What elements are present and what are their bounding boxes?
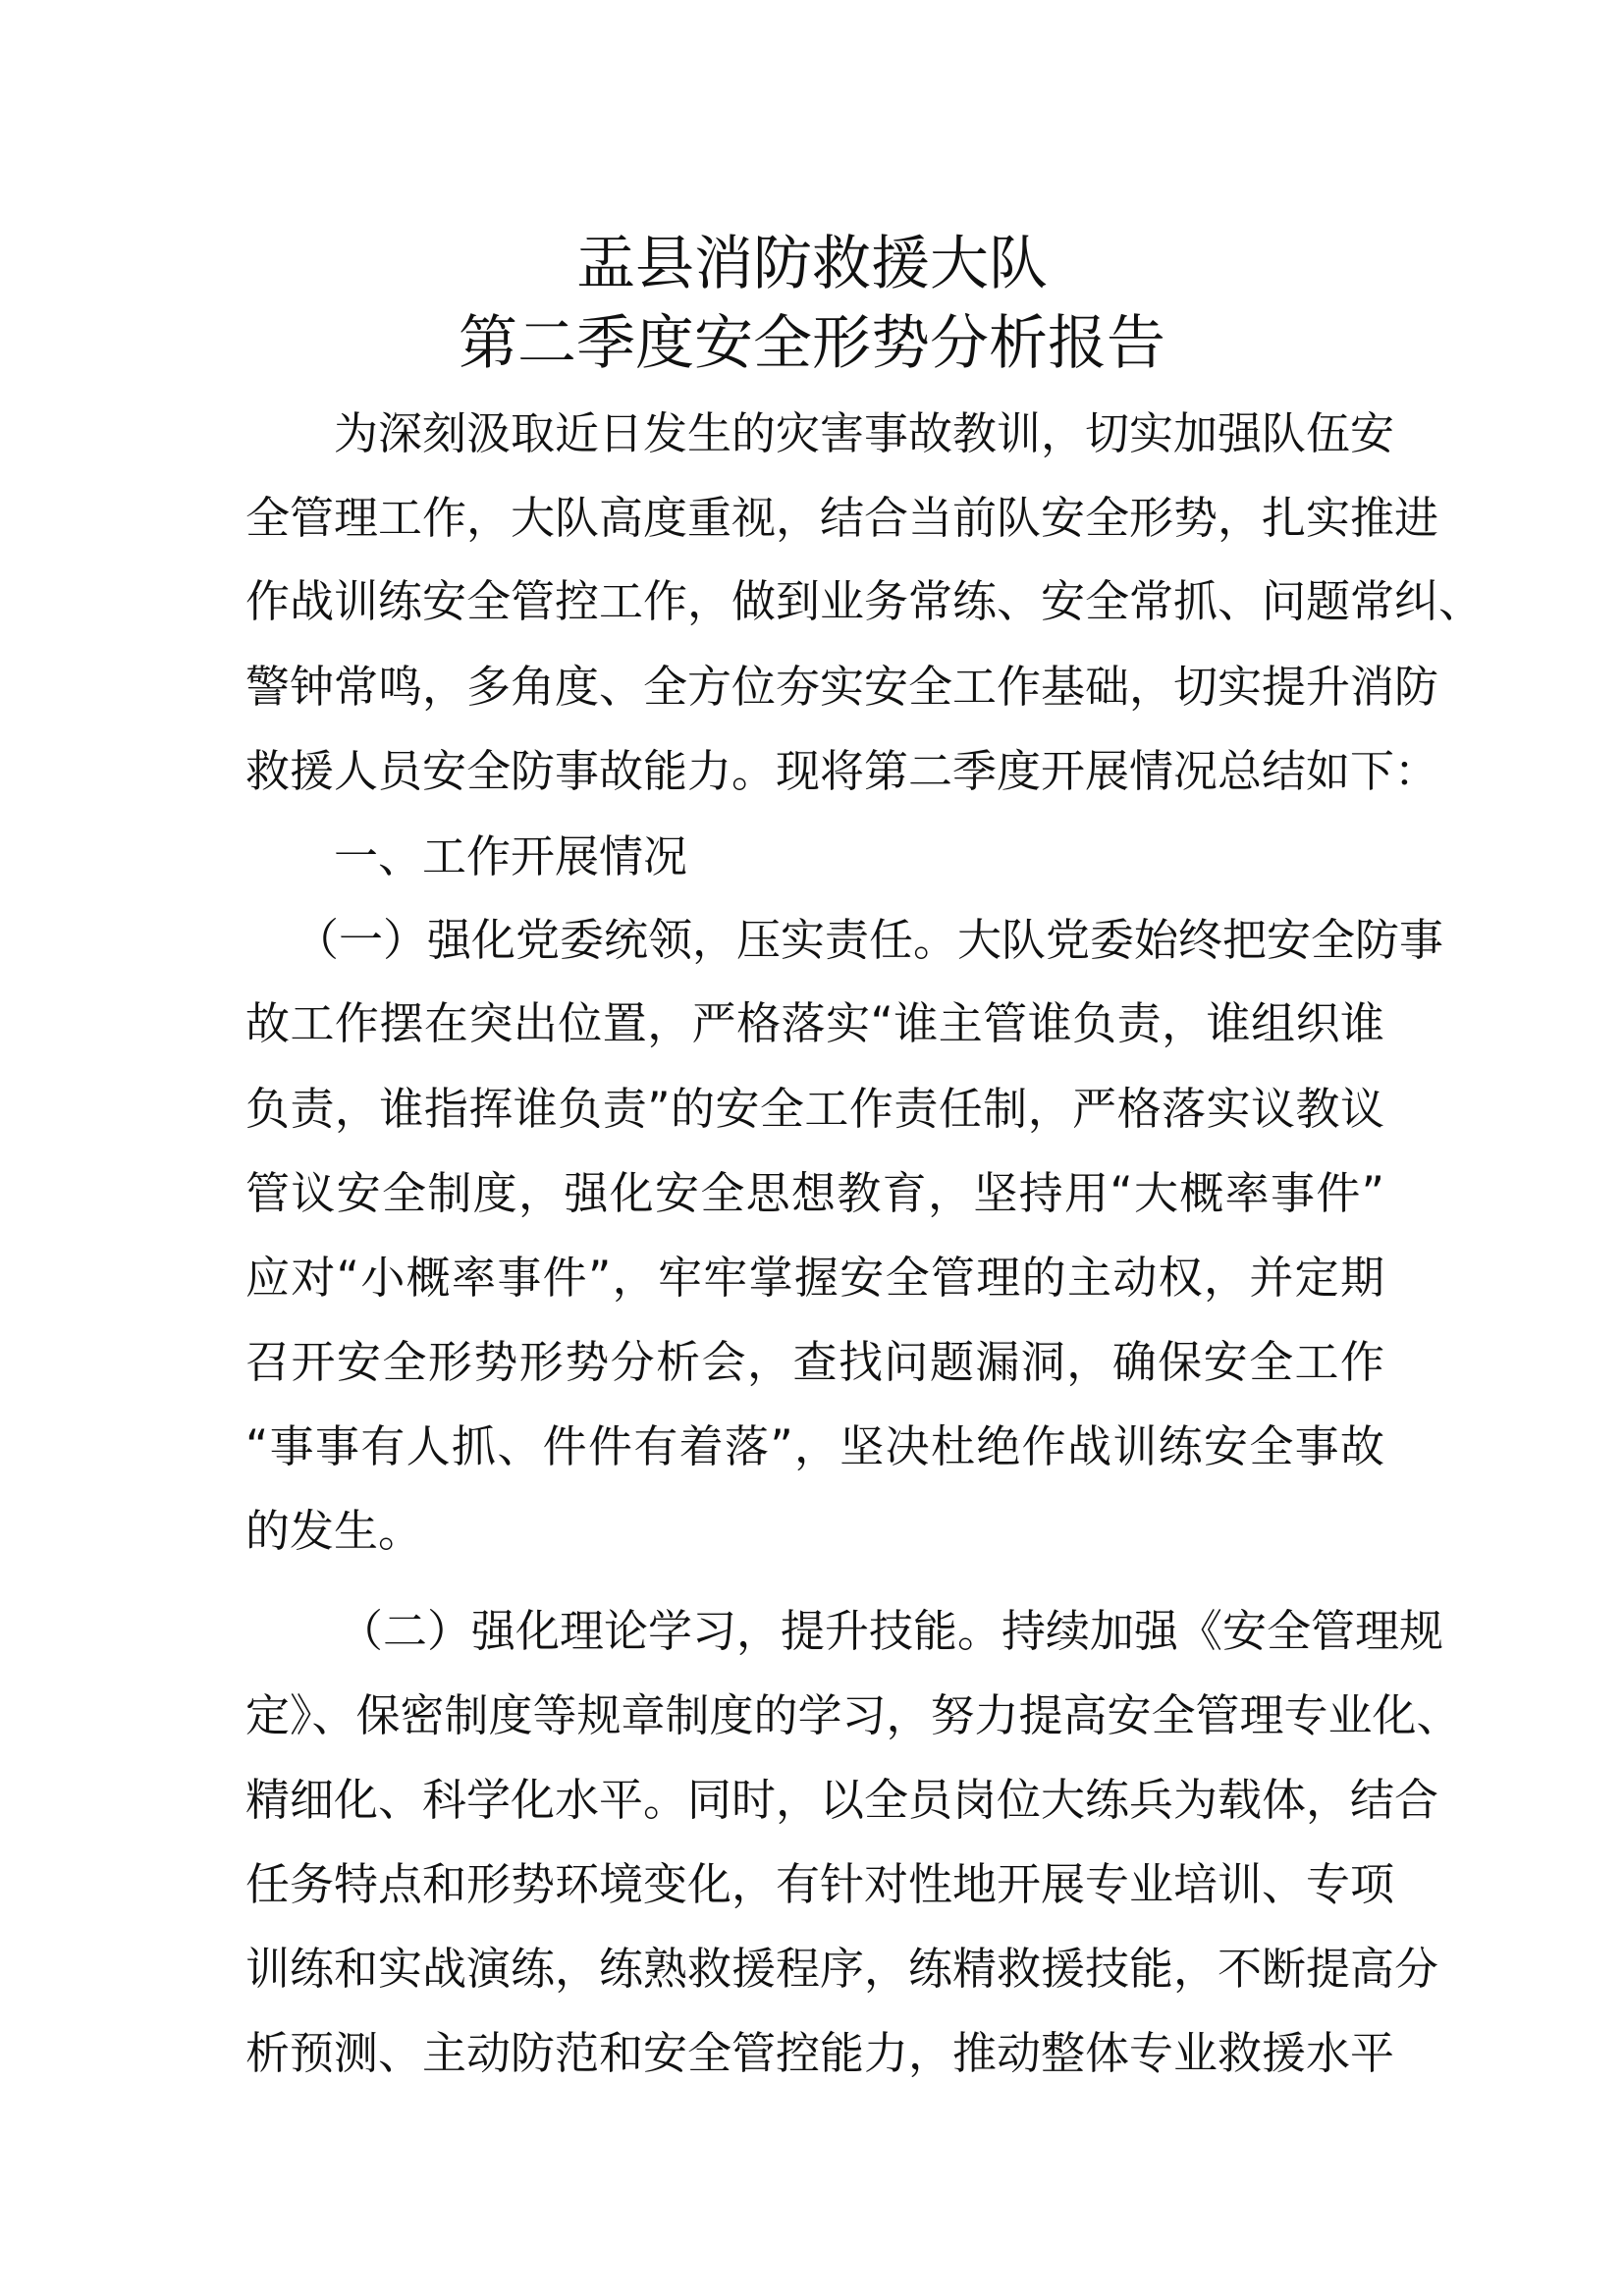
item2-line-3: 精细化、科学化水平。同时，以全员岗位大练兵为载体，结合 — [245, 1774, 1439, 1826]
item1-line-4: 管议安全制度，强化安全思想教育，坚持用“大概率事件” — [245, 1167, 1384, 1219]
intro-line-5: 救援人员安全防事故能力。现将第二季度开展情况总结如下： — [245, 745, 1439, 797]
item1-line-2: 故工作摆在突出位置，严格落实“谁主管谁负责，谁组织谁 — [245, 997, 1384, 1049]
item1-line-7: “事事有人抓、件件有着落”，坚决杜绝作战训练安全事故 — [245, 1420, 1384, 1472]
document-title-line-2: 第二季度安全形势分析报告 — [459, 309, 1165, 378]
item2-line-1: （二）强化理论学习，提升技能。持续加强《安全管理规 — [339, 1605, 1444, 1657]
intro-line-1: 为深刻汲取近日发生的灾害事故教训，切实加强队伍安 — [334, 407, 1395, 459]
intro-line-3: 作战训练安全管控工作，做到业务常练、安全常抓、问题常纠、 — [245, 575, 1484, 627]
item1-line-6: 召开安全形势形势分析会，查找问题漏洞，确保安全工作 — [245, 1336, 1384, 1388]
item1-line-1: （一）强化党委统领，压实责任。大队党委始终把安全防事 — [295, 914, 1444, 966]
item1-line-5: 应对“小概率事件”，牢牢掌握安全管理的主动权，并定期 — [245, 1252, 1384, 1304]
document-title-line-1: 盂县消防救援大队 — [576, 230, 1048, 298]
item2-line-2: 定》、保密制度等规章制度的学习，努力提高安全管理专业化、 — [245, 1689, 1461, 1741]
section-heading: 一、工作开展情况 — [334, 830, 688, 882]
item2-line-6: 析预测、主动防范和安全管控能力，推动整体专业救援水平 — [245, 2027, 1395, 2079]
item1-line-8: 的发生。 — [245, 1505, 423, 1557]
intro-line-4: 警钟常鸣，多角度、全方位夯实安全工作基础，切实提升消防 — [245, 661, 1439, 713]
item2-line-4: 任务特点和形势环境变化，有针对性地开展专业培训、专项 — [245, 1858, 1395, 1910]
intro-line-2: 全管理工作，大队高度重视，结合当前队安全形势，扎实推进 — [245, 492, 1439, 544]
item2-line-5: 训练和实战演练，练熟救援程序，练精救援技能，不断提高分 — [245, 1943, 1439, 1995]
item1-line-3: 负责，谁指挥谁负责”的安全工作责任制，严格落实议教议 — [245, 1083, 1384, 1135]
